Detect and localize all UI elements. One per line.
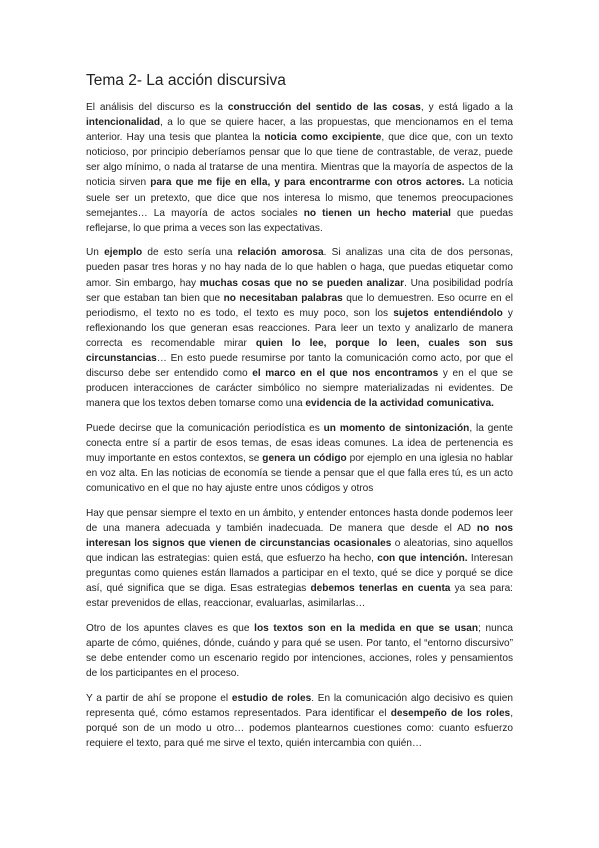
paragraph-5	[86, 621, 513, 681]
body-text: Un	[86, 247, 105, 259]
body-text: ya sea para: estar prevenidos de ellas, reaccionar, evaluarlas, asimilarlas…	[86, 583, 513, 610]
body-text: El análisis del discurso es la	[86, 102, 228, 113]
paragraph-3	[86, 421, 513, 496]
body-text: Y a partir de ahí se propone el	[86, 692, 232, 704]
body-text: Puede decirse que la comunicación periodística es	[86, 422, 324, 434]
body-text: Otro de los apuntes claves es que	[86, 623, 255, 634]
body-text: , que dice que, con un texto noticioso, por principio deberíamos pensar que lo que tiene de contrastable, de veraz, puede ser algo mínimo, o nada al tratarse de una mentira. Mientras que la mayoría de aspectos de la noticia sirven	[86, 132, 513, 189]
body-text: . Una posibilidad podría ser que estaban tan bien que	[86, 277, 513, 304]
body-text: de esto sería una	[142, 247, 238, 259]
emphasis-text: intencionalidad	[86, 117, 161, 129]
emphasis-text: relación amorosa	[237, 247, 324, 259]
body-text: Interesan preguntas como quienes están llamados a participar en el texto, qué se dice y porqué se dice así, qué significa que se diga. Esas estrategias	[86, 553, 513, 595]
emphasis-text: estudio de roles	[231, 692, 312, 704]
emphasis-text: no tienen un hecho material	[303, 207, 451, 219]
emphasis-text: para que me fije en ella, y para encontrarme con otros actores.	[150, 177, 465, 189]
body-text: o aleatorias, sino aquellos que indican las estrategias: quien está, que esfuerzo ha hecho,	[86, 538, 513, 565]
emphasis-text: el marco en el que nos encontramos	[252, 368, 439, 380]
emphasis-text: evidencia de la actividad comunicativa.	[305, 398, 494, 410]
body-text: , y está ligado a la	[420, 102, 513, 113]
body-text: … En esto puede resumirse por tanto la comunicación como acto, por que el discurso debe ser entendido como	[86, 353, 513, 380]
emphasis-text: muchas cosas que no se pueden analizar	[199, 277, 405, 289]
body-text: La noticia suele ser un pretexto, que dice que nos interesa lo mismo, que tenemos preocupaciones semejantes… La mayoría de actos sociales	[86, 177, 514, 219]
emphasis-text: quien lo lee, porque lo leen, cuales son sus circunstancias	[86, 337, 513, 364]
emphasis-text: los textos son en la medida en que se usan	[254, 623, 479, 634]
document-title: Tema 2- La acción discursiva	[86, 72, 286, 89]
paragraph-2	[86, 245, 513, 411]
paragraph-1	[86, 100, 513, 236]
body-text: . En la comunicación algo decisivo es quien representa qué, cómo estamos representados. Para identificar el	[86, 692, 513, 719]
paragraph-6	[86, 691, 513, 751]
body-text: que puedas reflejarse, lo que prima a veces son las expectativas.	[86, 207, 513, 234]
emphasis-text: debemos tenerlas en cuenta	[310, 583, 451, 595]
paragraph-4	[86, 506, 513, 612]
body-text: . Si analizas una cita de dos personas, pueden pasar tres horas y no hay nada de lo que hablen o haga, que puedas etiquetar como amor. Sin embargo, hay	[86, 247, 513, 289]
body-text: , la gente conecta entre sí a partir de esos temas, de esas ideas comunes. La idea de pertenencia es muy importante en estos contextos, se	[86, 422, 514, 465]
body-text: Hay que pensar siempre el texto en un ámbito, y entender entonces hasta donde podemos leer de una manera adecuada y también inadecuada. De manera que desde el AD	[86, 507, 513, 534]
body-text: que lo demuestren. Eso ocurre en el periodismo, el texto no es todo, el texto es muy poco, son los	[86, 292, 513, 319]
emphasis-text: sujetos entendiéndolo	[393, 307, 503, 319]
emphasis-text: con que intención.	[377, 553, 468, 565]
body-text: ; nunca aparte de cómo, quiénes, dónde, cuándo y para qué se usen. Por tanto, el “entorno discursivo” se debe entender como un escenario regido por intenciones, acciones, roles y pensamientos de los participantes en el proceso.	[86, 623, 513, 680]
body-text: y reflexionando los que generan esas reacciones. Para leer un texto y analizarlo de manera correcta es recomendable mirar	[86, 307, 513, 349]
emphasis-text: desempeño de los roles	[390, 707, 511, 719]
emphasis-text: noticia como excipiente	[264, 132, 382, 144]
emphasis-text: no nos interesan los signos que vienen de circunstancias ocasionales	[86, 522, 513, 550]
emphasis-text: un momento de sintonización	[323, 422, 470, 434]
emphasis-text: no necesitaban palabras	[223, 292, 343, 304]
body-text: y en el que se producen interacciones de carácter simbólico no siempre materializadas ni evidentes. De manera que los textos deben tomarse como una	[86, 368, 514, 410]
emphasis-text: ejemplo	[104, 247, 143, 259]
body-text: , a lo que se quiere hacer, a las propuestas, que mencionamos en el tema anterior. Hay una tesis que plantea la	[86, 117, 513, 144]
body-text: por ejemplo en una iglesia no hablar en voz alta. En las noticias de economía se tiende a pensar que el que falla eres tú, es un acto comunicativo en el que no hay ajuste entre unos códigos y otros	[86, 453, 513, 495]
body-text: , porqué son de un modo u otro… podemos plantearnos cuestiones como: cuanto esfuerzo requiere el texto, para qué me sirve el texto, quién intercambia con quién…	[86, 707, 513, 750]
emphasis-text: construcción del sentido de las cosas	[227, 102, 421, 113]
emphasis-text: genera un código	[262, 453, 347, 465]
